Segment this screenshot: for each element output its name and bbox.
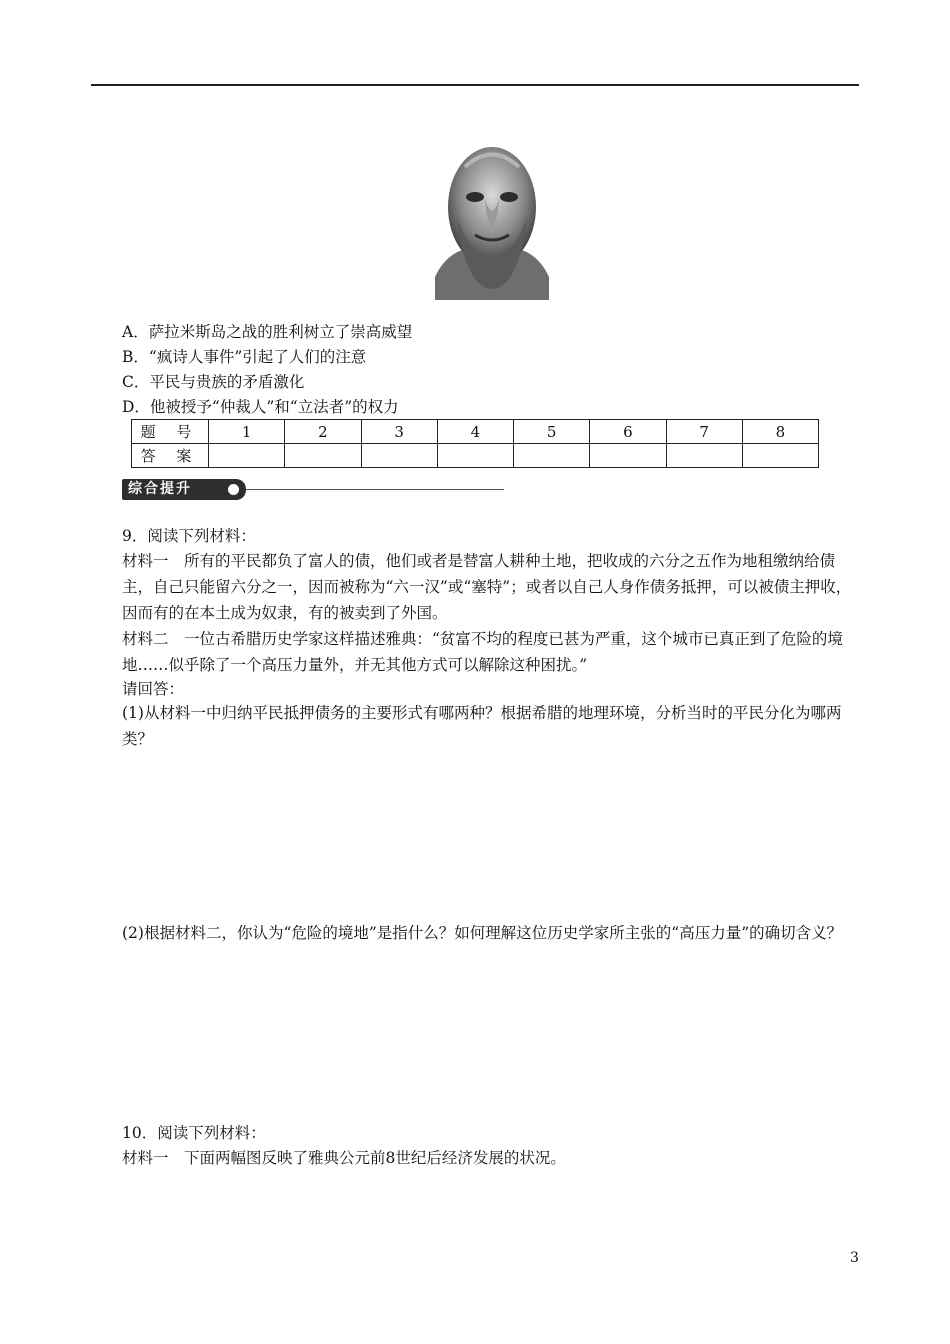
table-cell-number: 8 xyxy=(742,420,818,444)
socrates-bust-image xyxy=(435,137,549,300)
page-number: 3 xyxy=(850,1250,859,1266)
q9-prompt: 请回答： xyxy=(122,680,185,698)
answer-table-row-answers xyxy=(132,444,819,468)
table-cell-number: 7 xyxy=(666,420,742,444)
answer-table xyxy=(131,419,819,468)
answer-cell[interactable] xyxy=(742,444,818,468)
q10-title: 10．阅读下列材料： xyxy=(122,1124,266,1142)
answer-cell[interactable] xyxy=(361,444,437,468)
table-cell-number: 1 xyxy=(209,420,285,444)
section-banner-rule xyxy=(246,489,504,490)
option-a: A．萨拉米斯岛之战的胜利树立了崇高威望 xyxy=(122,323,413,341)
answer-cell[interactable] xyxy=(590,444,666,468)
section-banner-label: 综合提升 xyxy=(128,481,192,497)
q9-sub2: (2)根据材料二，你认为“危险的境地”是指什么？如何理解这位历史学家所主张的“高压力量”的确切含义？ xyxy=(122,924,843,942)
q9-material2: 材料二 一位古希腊历史学家这样描述雅典：“贫富不均的程度已甚为严重，这个城市已真正到了危险的境地……似乎除了一个高压力量外，并无其他方式可以解除这种困扰。” xyxy=(122,630,843,674)
q9-title: 9．阅读下列材料： xyxy=(122,527,256,545)
table-cell-number: 3 xyxy=(361,420,437,444)
q10-material1: 材料一 下面两幅图反映了雅典公元前8世纪后经济发展的状况。 xyxy=(122,1149,566,1167)
q9-sub1: (1)从材料一中归纳平民抵押债务的主要形式有哪两种？根据希腊的地理环境，分析当时的平民分化为哪两类？ xyxy=(122,704,842,748)
answer-table-row-numbers xyxy=(132,420,819,444)
bullet-dot-icon xyxy=(228,484,239,495)
answer-cell[interactable] xyxy=(437,444,513,468)
option-b: B．“疯诗人事件”引起了人们的注意 xyxy=(122,348,367,366)
table-cell-number: 6 xyxy=(590,420,666,444)
answer-cell[interactable] xyxy=(666,444,742,468)
table-label-answer: 答 案 xyxy=(132,444,209,468)
option-d: D．他被授予“仲裁人”和“立法者”的权力 xyxy=(122,398,399,416)
answer-cell[interactable] xyxy=(285,444,361,468)
answer-cell[interactable] xyxy=(514,444,590,468)
option-c: C．平民与贵族的矛盾激化 xyxy=(122,373,305,391)
table-label-question-number: 题 号 xyxy=(132,420,209,444)
q9-material1: 材料一 所有的平民都负了富人的债，他们或者是替富人耕种土地，把收成的六分之五作为地租缴纳给债主，自己只能留六分之一，因而被称为“六一汉”或“塞特”；或者以自己人身作债务抵押，可以被债主押收，因而有的在本土成为奴隶，有的被卖到了外国。 xyxy=(122,552,852,622)
table-cell-number: 4 xyxy=(437,420,513,444)
table-cell-number: 5 xyxy=(514,420,590,444)
answer-cell[interactable] xyxy=(209,444,285,468)
header-rule xyxy=(91,84,859,86)
table-cell-number: 2 xyxy=(285,420,361,444)
section-banner xyxy=(122,479,246,500)
